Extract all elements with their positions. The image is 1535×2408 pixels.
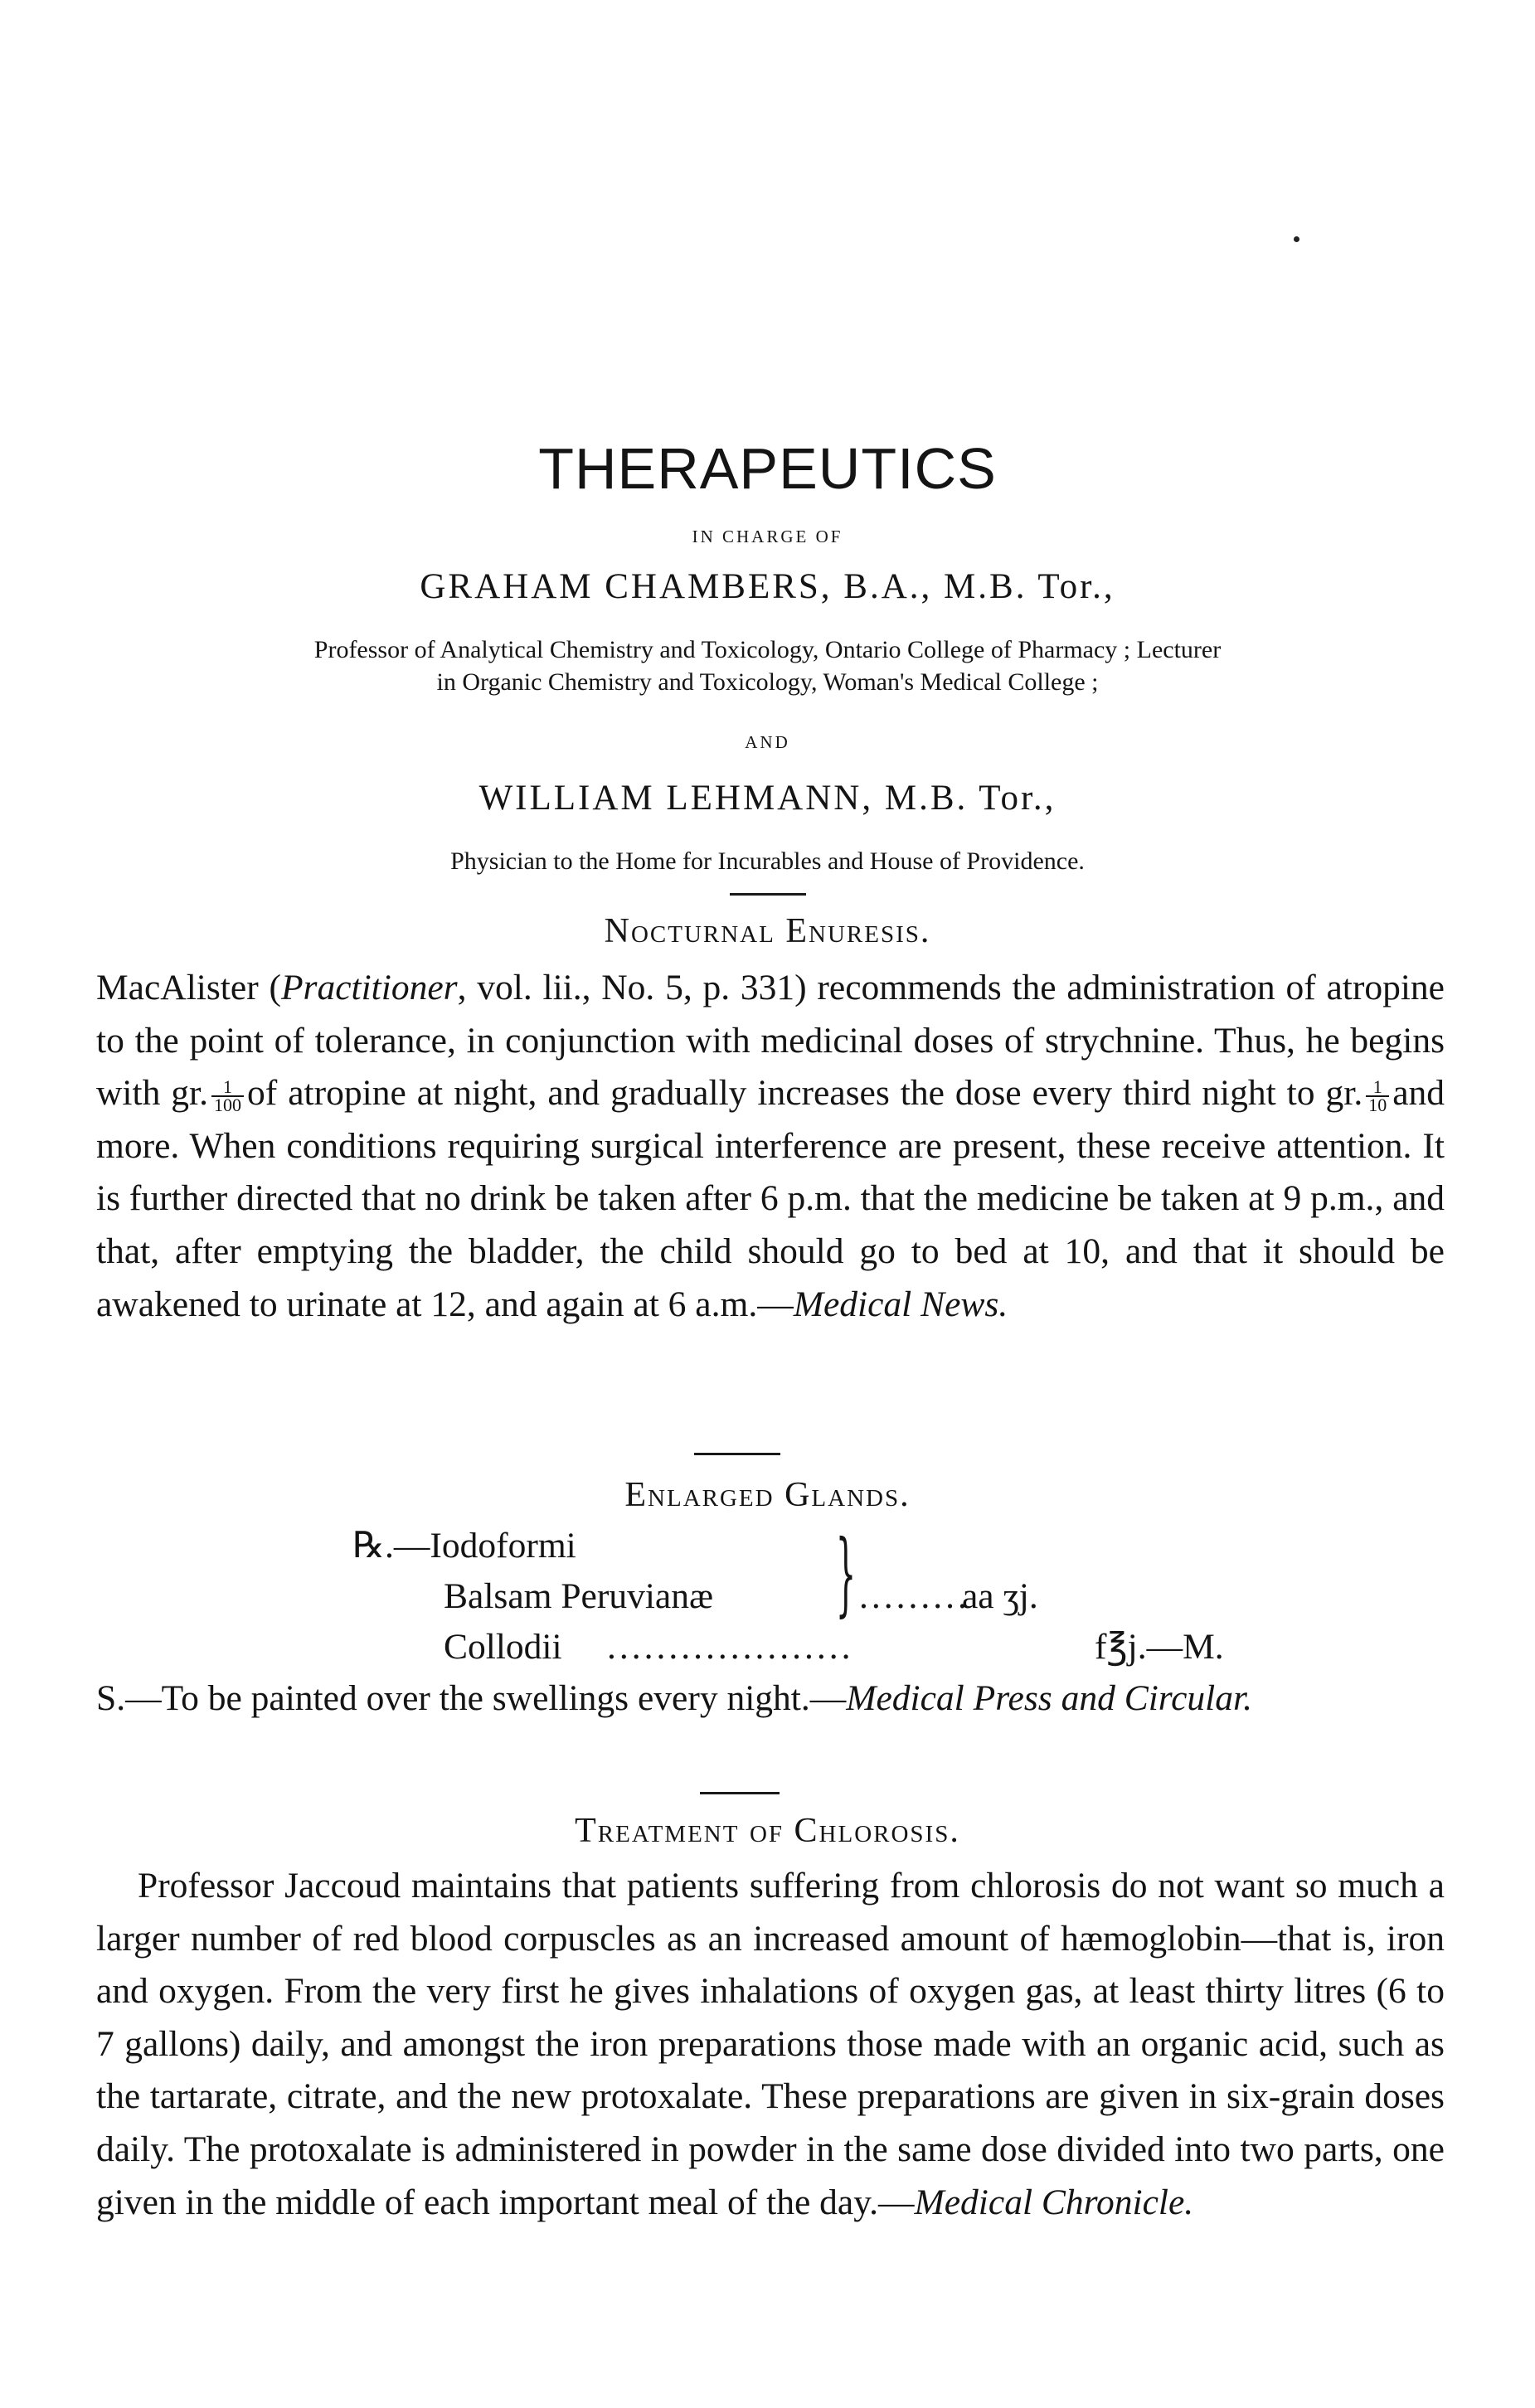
source-citation: Medical Chronicle. — [914, 2182, 1194, 2222]
source-citation: Medical Press and Circular. — [846, 1678, 1252, 1718]
fraction: $\frac{1}{100}$ — [211, 1079, 244, 1114]
prescription-quantity: aa ʒj. — [962, 1576, 1038, 1616]
page-title: THERAPEUTICS — [538, 436, 997, 501]
divider — [730, 893, 806, 896]
editor1-name: GRAHAM CHAMBERS, B.A., M.B. Tor., — [420, 567, 1115, 606]
source-citation: Medical News. — [793, 1284, 1008, 1324]
brace-symbol: } — [835, 1520, 857, 1626]
editor1-affiliation-line1: Professor of Analytical Chemistry and Toxicology, Ontario College of Pharmacy ; Lecturer — [313, 636, 1222, 663]
editor2-name: WILLIAM LEHMANN, M.B. Tor., — [478, 779, 1057, 818]
prescription-line: Balsam Peruvianæ — [444, 1576, 713, 1616]
section-heading-enlarged-glands: Enlarged Glands. — [624, 1476, 911, 1514]
ink-speck — [1294, 236, 1299, 242]
prescription-line: ℞.—Iodoformi — [352, 1526, 576, 1566]
prescription-line: Collodii — [444, 1627, 562, 1667]
and-label: AND — [745, 732, 790, 752]
editor2-affiliation: Physician to the Home for Incurables and House of Providence. — [450, 847, 1085, 875]
divider — [694, 1453, 780, 1455]
editor1-affiliation-line2: in Organic Chemistry and Toxicology, Woman's Medical College ; — [436, 668, 1099, 696]
article-nocturnal-enuresis — [96, 962, 1445, 1331]
article-chlorosis — [96, 1860, 1445, 2229]
leader-dots: .................... — [607, 1627, 854, 1667]
section-heading-nocturnal-enuresis: Nocturnal Enuresis. — [604, 912, 931, 950]
in-charge-label: IN CHARGE OF — [692, 527, 843, 546]
divider — [700, 1792, 780, 1794]
paragraph: Professor Jaccoud maintains that patients suffering from chlorosis do not want so much a larger number of red blood corpuscles as an increased amount of hæmoglobin—that is, iron and oxygen. From the very first he gives inhalations of oxygen gas, at least thirty litres (6 to 7 gallons) daily, and amongst the iron preparations those made with an organic acid, such as the tartarate, citrate, and the new protoxalate. These preparations are given in six-grain doses daily. The protoxalate is administered in powder in the same dose divided into two parts, one given in the middle of each important meal of the day.—Medical Chronicle. — [96, 1866, 1445, 2222]
fraction: $\frac{1}{10}$ — [1366, 1079, 1389, 1114]
paragraph: MacAlister (Practitioner, vol. lii., No. 5, p. 331) recommends the administration of atropine to the point of tolerance, in conjunction with medicinal doses of strychnine. Thus, he begins with gr. $\frac{1}{100}$ of atropine at night, and gradually increases the dose every third night to gr. $\frac{1}{10}$ and more. When conditions requiring surgical interference are present, these receive attention. It is further directed that no drink be taken after 6 p.m. that the medicine be taken at 9 p.m., and that, after emptying the bladder, the child should go to bed at 10, and that it should be awakened to urinate at 12, and again at 6 a.m.—Medical News. — [96, 968, 1445, 1324]
signa-instructions: S.—To be painted over the swellings every night.—Medical Press and Circular. — [96, 1678, 1252, 1718]
section-heading-chlorosis: Treatment of Chlorosis. — [575, 1812, 960, 1850]
leader-dots: ......... — [859, 1576, 970, 1616]
prescription-quantity: f℥j.—M. — [1095, 1627, 1224, 1667]
